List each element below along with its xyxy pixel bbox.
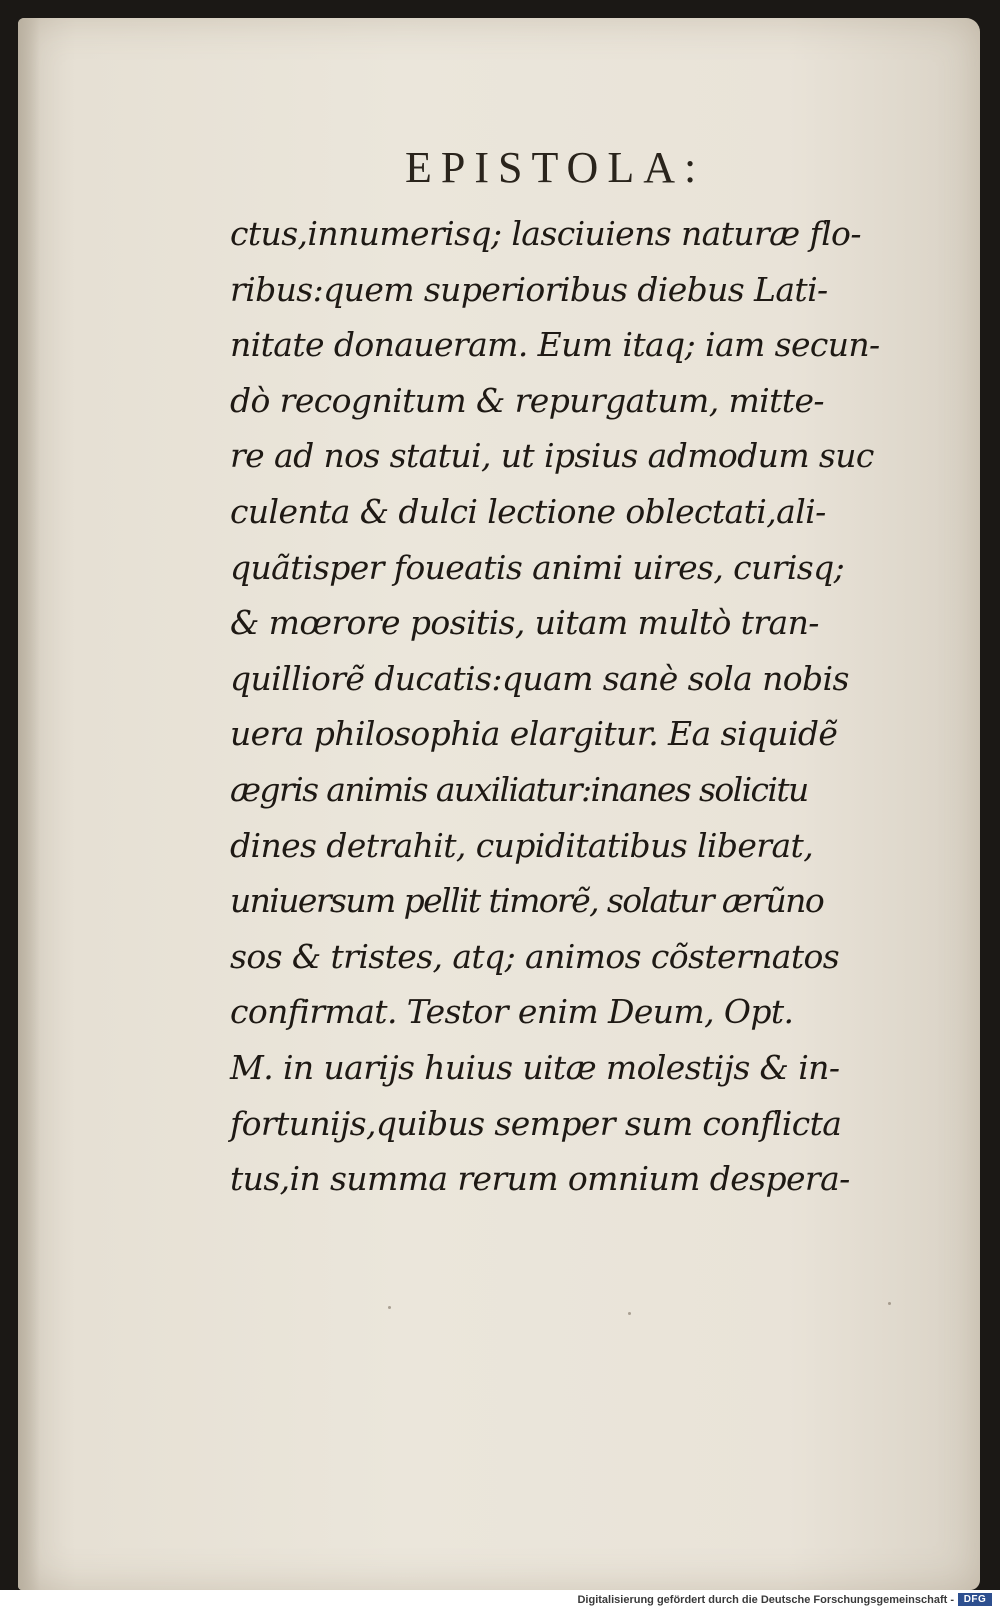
text-line: dines detrahit, cupiditatibus liberat, (230, 825, 814, 865)
show-through-marks (248, 1298, 928, 1328)
text-line: sos & tristes, atq; animos cõsternatos (230, 936, 840, 976)
text-line: quilliorẽ ducatis:quam sanè sola nobis (230, 658, 849, 698)
text-line: dò recognitum & repurgatum, mitte- (230, 380, 824, 420)
ink-speck (628, 1312, 631, 1315)
text-line: M. in uarijs huius uitæ molestijs & in- (230, 1047, 840, 1087)
text-line: tus,in summa rerum omnium despera- (230, 1159, 850, 1199)
text-line: ribus:quem superioribus diebus Lati- (230, 269, 828, 309)
running-head: EPISTOLA: (405, 143, 706, 192)
text-line: confirmat. Testor enim Deum, Opt. (230, 992, 794, 1032)
text-line: quãtisper foueatis animi uires, curisq; (230, 547, 845, 587)
text-line: & mœrore positis, uitam multò tran- (230, 603, 819, 643)
text-line: culenta & dulci lectione oblectati,ali- (230, 491, 826, 531)
ink-speck (388, 1306, 391, 1309)
text-line: fortunijs,quibus semper sum conflicta (230, 1103, 842, 1143)
text-line: uera philosophia elargitur. Ea siquidẽ (230, 714, 838, 754)
text-line: ctus,innumerisq; lasciuiens naturæ flo- (230, 214, 861, 253)
digitization-credit: Digitalisierung gefördert durch die Deutsche Forschungsgemeinschaft - (577, 1594, 954, 1606)
text-block (230, 206, 942, 1207)
text-line: re ad nos statui, ut ipsius admodum suc (230, 436, 874, 476)
page-edge-shadow (18, 18, 40, 1590)
text-line: ægris animis auxiliatur:inanes solicitu (230, 769, 808, 809)
text-line: uniuersum pellit timorẽ, solatur ærũno (230, 881, 824, 921)
ink-speck (888, 1302, 891, 1305)
text-line: nitate donaueram. Eum itaq; iam secun- (230, 325, 880, 365)
dfg-logo: DFG (958, 1593, 992, 1606)
